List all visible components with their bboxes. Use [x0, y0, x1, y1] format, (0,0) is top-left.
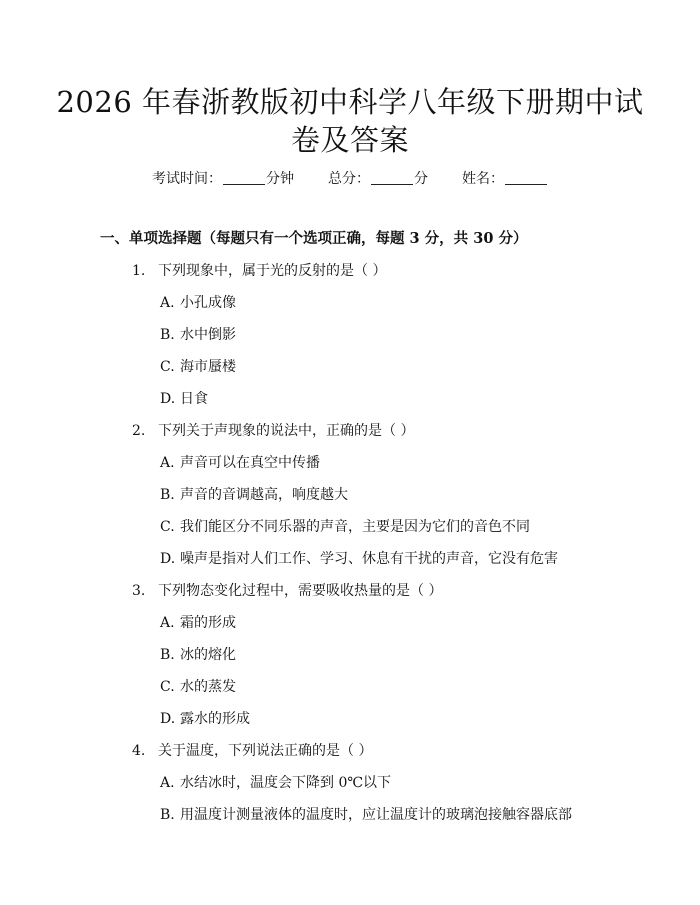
question-text: 下列现象中，属于光的反射的是（ ） [158, 263, 387, 279]
exam-meta-row [0, 169, 700, 189]
exam-time-blank [223, 170, 265, 185]
question-1 [132, 261, 386, 281]
question-3-option-b [160, 645, 236, 665]
option-text: 声音可以在真空中传播 [180, 455, 320, 471]
option-label: B. [160, 487, 175, 503]
question-2-option-a [160, 453, 320, 473]
option-label: C. [160, 519, 175, 535]
question-2-option-d [160, 549, 558, 569]
option-label: D. [160, 391, 176, 407]
section-heading-single-choice: 一、单项选择题（每题只有一个选项正确，每题 3 分，共 30 分） [100, 230, 528, 247]
question-1-option-d [160, 389, 208, 409]
question-3 [132, 581, 442, 601]
question-number: 4. [132, 743, 146, 759]
option-label: A. [160, 615, 175, 631]
option-label: D. [160, 551, 176, 567]
option-text: 水结冰时，温度会下降到 0℃以下 [180, 775, 392, 791]
question-text: 关于温度，下列说法正确的是（ ） [158, 743, 373, 759]
total-score-blank [371, 170, 413, 185]
question-1-option-b [160, 325, 236, 345]
option-text: 冰的熔化 [180, 647, 236, 663]
question-number: 2. [132, 423, 146, 439]
option-text: 我们能区分不同乐器的声音，主要是因为它们的音色不同 [180, 519, 530, 535]
question-3-option-a [160, 613, 236, 633]
total-score-unit: 分 [414, 171, 428, 187]
option-label: B. [160, 807, 175, 823]
question-4-option-a [160, 773, 391, 793]
exam-title-line-2: 卷及答案 [290, 123, 409, 157]
total-score-label: 总分： [328, 171, 370, 187]
question-number: 3. [132, 583, 146, 599]
option-label: A. [160, 295, 175, 311]
option-text: 露水的形成 [180, 711, 250, 727]
option-label: C. [160, 679, 175, 695]
name-blank [505, 170, 547, 185]
question-number: 1. [132, 263, 146, 279]
question-3-option-c [160, 677, 236, 697]
exam-time-unit: 分钟 [266, 171, 294, 187]
option-text: 水中倒影 [180, 327, 236, 343]
option-text: 水的蒸发 [180, 679, 236, 695]
option-label: D. [160, 711, 176, 727]
question-2 [132, 421, 414, 441]
option-label: B. [160, 327, 175, 343]
question-2-option-c [160, 517, 530, 537]
option-text: 霜的形成 [180, 615, 236, 631]
question-4-option-b [160, 805, 572, 825]
option-label: A. [160, 455, 175, 471]
option-text: 用温度计测量液体的温度时，应让温度计的玻璃泡接触容器底部 [180, 807, 572, 823]
option-text: 日食 [180, 391, 208, 407]
question-2-option-b [160, 485, 348, 505]
option-label: B. [160, 647, 175, 663]
option-text: 海市蜃楼 [180, 359, 236, 375]
option-label: C. [160, 359, 175, 375]
name-label: 姓名： [462, 171, 504, 187]
option-text: 小孔成像 [180, 295, 236, 311]
question-text: 下列物态变化过程中，需要吸收热量的是（ ） [158, 583, 443, 599]
question-3-option-d [160, 709, 250, 729]
option-label: A. [160, 775, 175, 791]
question-4 [132, 741, 372, 761]
question-1-option-c [160, 357, 236, 377]
question-text: 下列关于声现象的说法中，正确的是（ ） [158, 423, 415, 439]
exam-title-line-1: 2026 年春浙教版初中科学八年级下册期中试 [56, 85, 644, 119]
exam-time-label: 考试时间： [152, 171, 222, 187]
option-text: 噪声是指对人们工作、学习、休息有干扰的声音，它没有危害 [180, 551, 558, 567]
question-1-option-a [160, 293, 236, 313]
option-text: 声音的音调越高，响度越大 [180, 487, 348, 503]
